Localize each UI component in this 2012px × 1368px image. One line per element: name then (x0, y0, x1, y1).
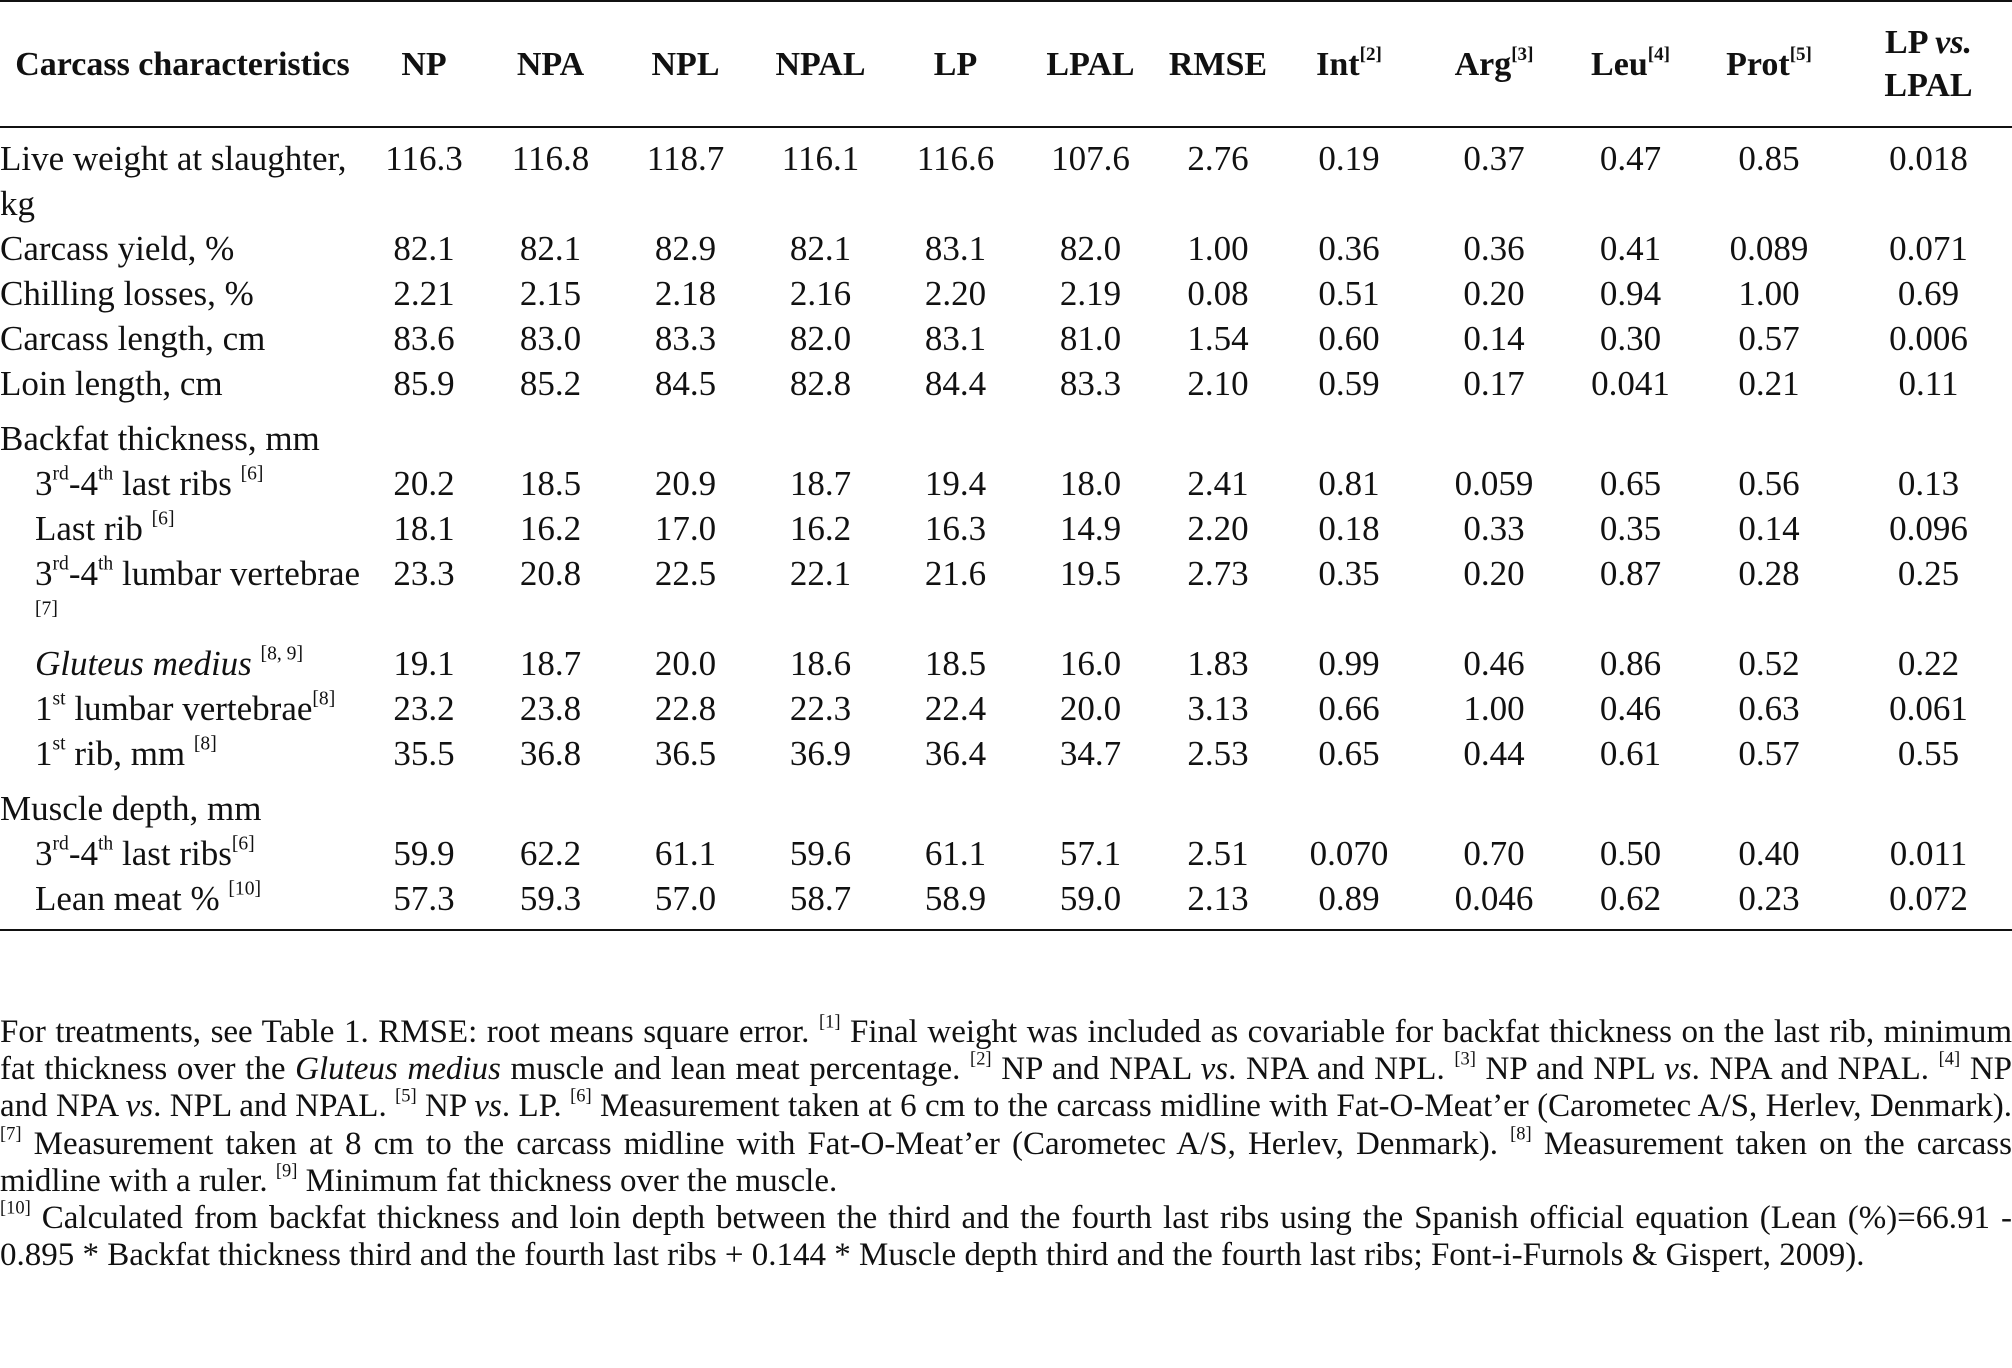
table-cell: 57.3 (393, 879, 455, 918)
table-cell: 18.7 (789, 464, 852, 503)
table-row (0, 551, 2012, 641)
column-header-ref: [5] (1789, 43, 1812, 65)
table-cell: 85.2 (519, 364, 582, 403)
row-label: Carcass yield, % (0, 229, 235, 268)
table-cell: 36.9 (789, 734, 852, 773)
table-row (0, 731, 2012, 776)
footnote-part: muscle and lean meat percentage. (500, 1051, 971, 1088)
table-cell: 36.8 (519, 734, 582, 773)
table-cell: 0.57 (1738, 319, 1800, 358)
table-cell: 3.13 (1187, 689, 1249, 728)
table-body (0, 127, 2012, 930)
column-header (1845, 1, 2012, 127)
row-label-text: 1 (35, 734, 53, 773)
column-header-label: LP (1885, 24, 1927, 61)
row-label: Loin length, cm (0, 364, 223, 403)
table-cell: 0.046 (1454, 879, 1534, 918)
row-label-text: -4 (68, 554, 98, 593)
table-cell: 16.2 (519, 509, 582, 548)
table-cell: 116.1 (781, 139, 860, 178)
table-cell: 0.14 (1738, 509, 1800, 548)
row-label-text: 3 (35, 834, 53, 873)
row-label-text: last ribs (113, 834, 232, 873)
table-row (0, 641, 2012, 686)
footnote-ref: [1] (818, 1011, 841, 1032)
row-label-text: -4 (68, 834, 98, 873)
table-cell: 0.096 (1889, 509, 1968, 548)
table-cell: 0.55 (1897, 734, 1960, 773)
table-cell: 0.94 (1599, 274, 1662, 313)
table-cell: 84.5 (654, 364, 717, 403)
table-cell: 23.2 (393, 689, 455, 728)
table-row (0, 316, 2012, 361)
table-cell: 36.5 (654, 734, 717, 773)
column-header-label: LPAL (1884, 67, 1973, 104)
table-cell: 0.60 (1318, 319, 1380, 358)
table-cell: 0.47 (1599, 139, 1662, 178)
table-cell: 0.35 (1599, 509, 1662, 548)
table-cell: 19.4 (924, 464, 987, 503)
footnote-part: Measurement taken at 6 cm to the carcass midline with Fat-O-Meat’er (Carometec A/S, Herlev, Denmark). (591, 1088, 2012, 1125)
table-cell: 58.9 (924, 879, 987, 918)
table-cell: 83.3 (1059, 364, 1122, 403)
table-cell: 2.19 (1059, 274, 1122, 313)
table-cell: 0.52 (1738, 644, 1800, 683)
column-header: Carcass characteristics (15, 45, 350, 83)
footnote-part: For treatments, see Table 1. RMSE: root means square error. (0, 1014, 819, 1050)
table-cell: 0.62 (1599, 879, 1662, 918)
table-cell: 116.3 (385, 139, 463, 178)
table-cell: 22.4 (924, 689, 987, 728)
table-cell: 0.006 (1889, 319, 1968, 358)
row-label-ref: [8] (312, 688, 336, 710)
row-label (0, 731, 365, 776)
table-cell: 59.3 (519, 879, 582, 918)
table-cell: 82.0 (1059, 229, 1122, 268)
table-cell: 21.6 (924, 554, 987, 593)
table-cell: 16.0 (1059, 644, 1122, 683)
row-label-ordinal: st (52, 733, 66, 755)
table-cell: 0.69 (1897, 274, 1960, 313)
table-cell: 18.5 (519, 464, 582, 503)
table-cell: 1.83 (1187, 644, 1249, 683)
row-label-text: 3 (35, 464, 53, 503)
table-cell: 2.21 (393, 274, 455, 313)
row-label-ordinal: rd (52, 463, 69, 485)
table-cell: 0.70 (1463, 834, 1525, 873)
footnote-ref: [2] (970, 1048, 992, 1069)
column-header: LPAL (1046, 45, 1135, 83)
table-cell: 85.9 (393, 364, 455, 403)
row-label (0, 876, 365, 930)
table-cell: 0.89 (1318, 879, 1380, 918)
column-header-label: Int (1316, 45, 1360, 83)
table-cell: 0.11 (1898, 364, 1959, 403)
table-cell: 82.1 (519, 229, 582, 268)
table-cell: 0.17 (1463, 364, 1525, 403)
footnote-part: . NPL and NPAL. (153, 1088, 396, 1125)
column-header-ref: [4] (1647, 43, 1670, 65)
column-header: NPAL (775, 45, 866, 83)
footnote-part: . LP. (501, 1088, 571, 1125)
footnote-italic: Gluteus medius (295, 1051, 501, 1088)
table-cell: 16.3 (924, 509, 987, 548)
table-cell: 0.56 (1738, 464, 1800, 503)
table-cell: 20.9 (654, 464, 717, 503)
table-cell: 107.6 (1051, 139, 1130, 178)
table-cell: 82.8 (789, 364, 852, 403)
row-label-text: Lean meat % (35, 879, 229, 918)
table-cell: 0.50 (1599, 834, 1662, 873)
table-cell: 0.57 (1738, 734, 1800, 773)
table-cell: 0.25 (1897, 554, 1960, 593)
table-cell: 82.1 (789, 229, 852, 268)
column-header: NPL (651, 45, 720, 83)
table-cell: 0.65 (1599, 464, 1662, 503)
row-label: Backfat thickness, mm (0, 419, 320, 458)
footnote-part: NP and NPL (1475, 1051, 1665, 1088)
table-cell: 0.85 (1738, 139, 1800, 178)
table-cell: 0.99 (1318, 644, 1380, 683)
table-cell: 18.0 (1059, 464, 1122, 503)
row-label-ref: [8, 9] (260, 643, 303, 665)
row-label-text: 1 (35, 689, 53, 728)
table-cell: 118.7 (646, 139, 725, 178)
table-cell: 2.16 (789, 274, 852, 313)
footnote-part: Measurement taken on the carcass midline with a ruler. (0, 1125, 2012, 1199)
table-row (0, 831, 2012, 876)
table-cell: 18.6 (789, 644, 852, 683)
footnote-ref: [6] (570, 1086, 592, 1106)
table-cell: 58.7 (789, 879, 852, 918)
column-header-label: Prot (1726, 45, 1790, 83)
row-label-ordinal: st (52, 688, 66, 710)
table-cell: 19.5 (1059, 554, 1122, 593)
table-cell: 22.5 (654, 554, 717, 593)
table-cell: 2.51 (1187, 834, 1249, 873)
table-cell: 0.87 (1599, 554, 1662, 593)
footnote-text (0, 1011, 2012, 1274)
table-cell: 2.18 (654, 274, 717, 313)
table-cell: 23.8 (519, 689, 582, 728)
column-header: NP (401, 45, 447, 83)
table-cell: 0.22 (1897, 644, 1960, 683)
table-cell: 81.0 (1059, 319, 1122, 358)
table-cell: 0.66 (1318, 689, 1380, 728)
footnote-part: Measurement taken at 8 cm to the carcass midline with Fat-O-Meat’er (Carometec A/S, Herlev, Denmark). (21, 1125, 1511, 1162)
table-cell: 0.21 (1738, 364, 1800, 403)
table-cell: 0.33 (1463, 509, 1525, 548)
footnote-ref: [7] (0, 1123, 22, 1144)
table-cell: 0.13 (1897, 464, 1960, 503)
table-cell: 0.65 (1318, 734, 1380, 773)
row-label-text: lumbar vertebrae (65, 689, 313, 728)
table-row (0, 506, 2012, 551)
table-cell: 0.061 (1889, 689, 1968, 728)
table-cell: 0.23 (1738, 879, 1800, 918)
table-cell: 1.00 (1187, 229, 1249, 268)
table-cell: 1.00 (1738, 274, 1800, 313)
footnote-italic: vs (474, 1088, 502, 1125)
table-row (0, 127, 2012, 226)
table-cell: 20.0 (654, 644, 717, 683)
column-header (1278, 1, 1420, 127)
table-row (0, 686, 2012, 731)
table-cell: 0.071 (1889, 229, 1968, 268)
table-cell: 2.53 (1187, 734, 1249, 773)
table-cell: 18.5 (924, 644, 987, 683)
column-header: NPA (516, 45, 585, 83)
table-cell: 0.61 (1599, 734, 1662, 773)
row-label-ordinal: rd (52, 833, 69, 855)
table-cell: 0.070 (1309, 834, 1389, 873)
row-label-ref: [8] (193, 733, 217, 755)
row-label-text (252, 644, 261, 683)
table-cell: 0.20 (1463, 554, 1525, 593)
table-cell: 83.6 (393, 319, 455, 358)
row-label-text: last ribs (113, 464, 241, 503)
table-cell: 20.8 (519, 554, 582, 593)
table-cell: 22.3 (789, 689, 852, 728)
table-cell: 18.7 (519, 644, 582, 683)
column-header: LP (933, 45, 978, 83)
table-cell: 14.9 (1059, 509, 1122, 548)
table-cell: 83.3 (654, 319, 717, 358)
table-cell: 0.19 (1318, 139, 1380, 178)
table-cell: 0.35 (1318, 554, 1380, 593)
table-cell: 84.4 (924, 364, 987, 403)
table-cell: 82.0 (789, 319, 852, 358)
row-label-italic: Gluteus medius (35, 644, 252, 683)
table-header-row (0, 1, 2012, 127)
footnote-part: NP and NPA (0, 1051, 2012, 1125)
table-cell: 59.0 (1059, 879, 1122, 918)
row-label (0, 506, 365, 551)
table-cell: 0.44 (1463, 734, 1525, 773)
table-cell: 2.20 (924, 274, 987, 313)
row-label (0, 686, 365, 731)
table-cell: 83.0 (519, 319, 582, 358)
footnote-italic: vs (1200, 1051, 1229, 1088)
table-cell: 0.46 (1463, 644, 1525, 683)
table-cell: 2.10 (1187, 364, 1249, 403)
footnote-ref: [9] (275, 1160, 298, 1181)
row-label (0, 551, 365, 641)
row-label-ordinal: th (97, 463, 114, 485)
table-cell: 116.6 (916, 139, 995, 178)
row-label-ref: [7] (35, 598, 58, 620)
column-header (1693, 1, 1845, 127)
table-cell: 82.1 (393, 229, 455, 268)
table-cell: 82.9 (654, 229, 717, 268)
table-cell: 61.1 (924, 834, 987, 873)
table-cell: 0.28 (1738, 554, 1800, 593)
table-cell: 34.7 (1059, 734, 1122, 773)
table-cell: 0.089 (1729, 229, 1809, 268)
row-label: Carcass length, cm (0, 319, 266, 358)
footnote-ref: [10] (0, 1197, 31, 1218)
table-cell: 0.36 (1463, 229, 1525, 268)
table-cell: 0.18 (1318, 509, 1380, 548)
row-label-ordinal: rd (52, 553, 69, 575)
table-cell: 0.86 (1599, 644, 1662, 683)
row-label-ref: [10] (228, 878, 262, 900)
table-cell: 23.3 (393, 554, 455, 593)
table-cell: 2.20 (1187, 509, 1249, 548)
table-cell: 1.00 (1463, 689, 1525, 728)
footnote-part: . NPA and NPAL. (1691, 1051, 1939, 1088)
table-cell: 20.0 (1059, 689, 1122, 728)
table-cell: 0.20 (1463, 274, 1525, 313)
column-header: RMSE (1168, 45, 1268, 83)
table-cell: 36.4 (924, 734, 987, 773)
row-label-text: lumbar vertebrae (113, 554, 361, 593)
table-row (0, 361, 2012, 406)
row-label (0, 831, 365, 876)
table-row (0, 271, 2012, 316)
table-row (0, 876, 2012, 930)
table-cell: 0.041 (1591, 364, 1670, 403)
table-cell: 19.1 (393, 644, 455, 683)
row-label-ref: [6] (151, 508, 175, 530)
table-cell: 2.13 (1187, 879, 1249, 918)
footnote-italic: vs (1664, 1051, 1692, 1088)
table-section-row (0, 406, 2012, 461)
table-cell: 18.1 (393, 509, 455, 548)
row-label-ordinal: th (97, 833, 114, 855)
footnote-part: NP and NPAL (991, 1051, 1201, 1088)
table-cell: 0.36 (1318, 229, 1380, 268)
table-cell: 59.9 (393, 834, 455, 873)
table-cell: 59.6 (789, 834, 852, 873)
footnote-ref: [4] (1938, 1048, 1961, 1069)
table-cell: 57.0 (654, 879, 717, 918)
footnote-part: Minimum fat thickness over the muscle. (297, 1162, 838, 1199)
table-cell: 61.1 (654, 834, 717, 873)
row-label: Muscle depth, mm (0, 789, 262, 828)
table-footnote (0, 1011, 2012, 1274)
table-cell: 116.8 (511, 139, 590, 178)
column-header-label: Arg (1454, 45, 1512, 83)
footnote-part: . NPA and NPL. (1228, 1051, 1455, 1088)
table-cell: 0.40 (1738, 834, 1800, 873)
table-cell: 0.81 (1318, 464, 1380, 503)
row-label (0, 641, 365, 686)
column-header-ref: [3] (1511, 43, 1534, 65)
table-cell: 17.0 (654, 509, 717, 548)
table-cell: 0.14 (1463, 319, 1525, 358)
table-cell: 20.2 (393, 464, 455, 503)
table-cell: 0.59 (1318, 364, 1380, 403)
table-cell: 0.018 (1889, 139, 1968, 178)
row-label-text: rib, mm (65, 734, 194, 773)
table-cell: 0.41 (1599, 229, 1662, 268)
table-cell: 22.1 (789, 554, 852, 593)
column-header (1568, 1, 1693, 127)
footnote-ref: [5] (395, 1086, 417, 1106)
row-label-ref: [6] (231, 833, 255, 855)
table-cell: 57.1 (1059, 834, 1122, 873)
table-cell: 2.41 (1187, 464, 1249, 503)
footnote-part: NP (416, 1088, 475, 1125)
column-header-ref: [2] (1359, 43, 1382, 65)
table-row (0, 461, 2012, 506)
row-label-text: 3 (35, 554, 53, 593)
table-cell: 0.37 (1463, 139, 1525, 178)
row-label: Live weight at slaughter, kg (0, 139, 347, 223)
table-cell: 0.059 (1454, 464, 1534, 503)
table-cell: 83.1 (924, 229, 987, 268)
column-header (1420, 1, 1568, 127)
footnote-ref: [3] (1454, 1048, 1476, 1069)
footnote-part: Calculated from backfat thickness and loin depth between the third and the fourth last ribs using the Spanish official equation (Lean (%)=66.91 - 0.895 * Backfat thickness third and the fourth last ribs + 0.144 * Muscle depth third and the fourth last ribs; Font-i-Furnols & Gispert, 2009). (0, 1200, 2012, 1274)
footnote-italic: vs (125, 1088, 154, 1125)
table-cell: 0.30 (1599, 319, 1662, 358)
table-cell: 0.63 (1738, 689, 1800, 728)
table-cell: 0.51 (1318, 274, 1380, 313)
table-cell: 2.76 (1187, 139, 1249, 178)
table-section-row (0, 776, 2012, 831)
table-cell: 83.1 (924, 319, 987, 358)
row-label-text: -4 (68, 464, 98, 503)
footnote-part: Final weight was included as covariable for backfat thickness on the last rib, minimum fat thickness over the (0, 1014, 2012, 1088)
table-cell: 0.011 (1889, 834, 1968, 873)
table-row (0, 226, 2012, 271)
table-cell: 35.5 (393, 734, 455, 773)
table-cell: 22.8 (654, 689, 717, 728)
row-label-ordinal: th (97, 553, 114, 575)
table-cell: 2.15 (519, 274, 582, 313)
row-label (0, 461, 365, 506)
row-label-ref: [6] (240, 463, 264, 485)
table-cell: 2.73 (1187, 554, 1249, 593)
column-header-label: Leu (1591, 45, 1648, 83)
table-cell: 1.54 (1187, 319, 1249, 358)
footnote-ref: [8] (1510, 1123, 1532, 1144)
table-cell: 0.46 (1599, 689, 1662, 728)
table-cell: 16.2 (789, 509, 852, 548)
table-cell: 0.08 (1187, 274, 1249, 313)
row-label-text: Last rib (35, 509, 152, 548)
column-header-label: vs. (1935, 24, 1972, 61)
table-cell: 0.072 (1889, 879, 1968, 918)
row-label: Chilling losses, % (0, 274, 254, 313)
table-cell: 62.2 (519, 834, 582, 873)
